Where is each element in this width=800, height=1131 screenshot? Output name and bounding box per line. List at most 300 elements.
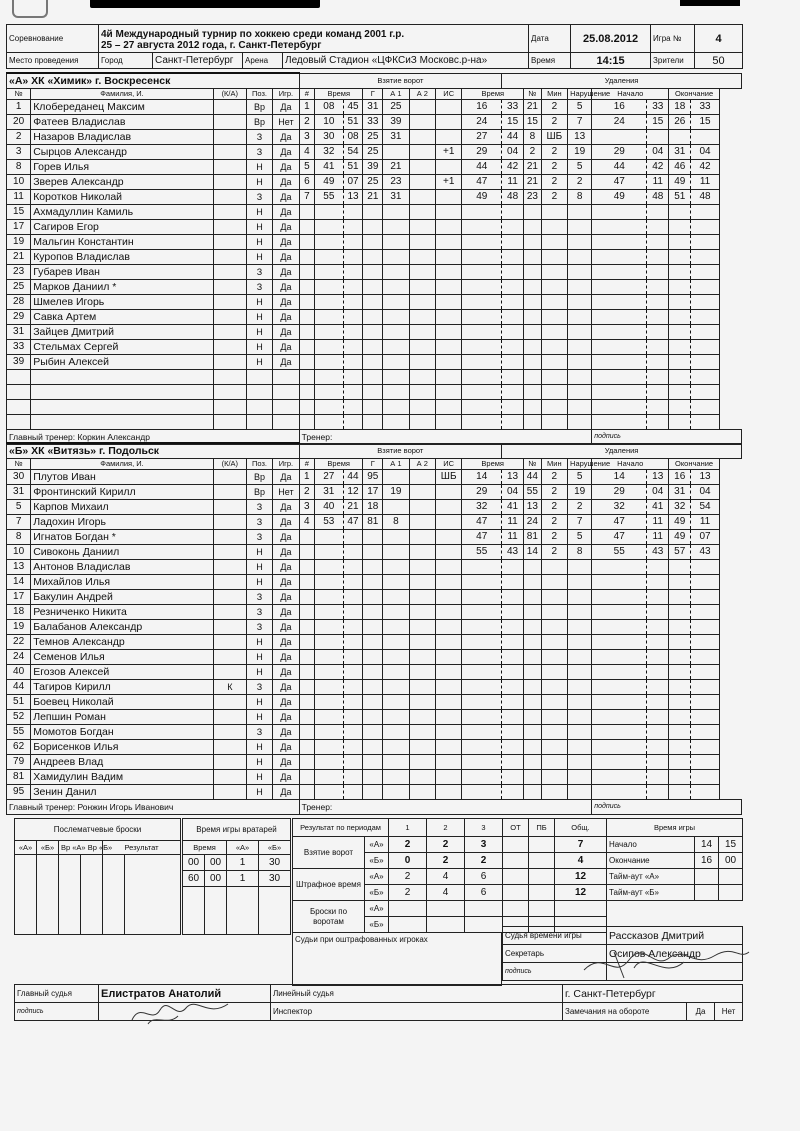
player-played: Да xyxy=(273,325,299,340)
federation-logo-icon xyxy=(12,0,48,18)
player-ka xyxy=(213,400,246,415)
gk-time-table xyxy=(182,818,291,935)
pen-min xyxy=(462,785,502,800)
pen-minutes xyxy=(541,340,567,355)
player-no: 21 xyxy=(7,250,31,265)
player-ka xyxy=(213,605,246,620)
player-no: 10 xyxy=(7,545,31,560)
goal-is xyxy=(436,160,462,175)
player-played: Да xyxy=(273,770,299,785)
pen-start-min xyxy=(592,220,647,235)
pen-start-min xyxy=(592,235,647,250)
timeout-b-cell xyxy=(719,885,743,901)
pen-player xyxy=(524,755,542,770)
pen-end-min xyxy=(669,785,691,800)
pen-end-min xyxy=(669,755,691,770)
player-played: Да xyxy=(273,235,299,250)
goal-a1 xyxy=(383,770,409,785)
player-pos xyxy=(246,385,272,400)
goal-is xyxy=(435,575,461,590)
player-ka xyxy=(213,560,246,575)
goal-scorer: 25 xyxy=(363,145,383,160)
player-played: Да xyxy=(273,310,299,325)
pen-start-min xyxy=(592,415,647,430)
goal-a1 xyxy=(383,355,409,370)
goal-a2 xyxy=(409,265,435,280)
goal-no xyxy=(299,695,314,710)
pen-minutes xyxy=(541,325,567,340)
table-row xyxy=(7,115,742,130)
gk-cell xyxy=(259,887,291,935)
goal-a2 xyxy=(409,100,435,115)
goal-scorer: 95 xyxy=(363,470,383,485)
player-played: Да xyxy=(273,190,299,205)
goal-scorer xyxy=(363,385,383,400)
gk-cell xyxy=(183,887,205,935)
goals-title: Взятие ворот xyxy=(299,443,501,459)
goal-a1 xyxy=(383,205,409,220)
goal-a2 xyxy=(409,130,435,145)
pen-player xyxy=(524,370,542,385)
goal-is xyxy=(435,620,461,635)
player-played: Да xyxy=(273,220,299,235)
column-header-row xyxy=(7,89,742,100)
pen-minutes xyxy=(541,355,567,370)
pen-end-min: 49 xyxy=(669,515,691,530)
player-ka xyxy=(213,145,246,160)
goals-team-a: «А» xyxy=(365,837,389,853)
pen-end-sec xyxy=(691,295,720,310)
pen-min xyxy=(462,770,502,785)
pen-min: 44 xyxy=(462,160,502,175)
goal-a2 xyxy=(409,400,435,415)
shootout-cell xyxy=(103,855,125,935)
start-m: 15 xyxy=(719,837,743,853)
player-name: Мальгин Константин xyxy=(31,235,214,250)
pen-start-min xyxy=(592,575,647,590)
pen-player xyxy=(524,325,542,340)
player-pos: Вр xyxy=(246,470,272,485)
player-ka xyxy=(213,710,246,725)
goal-is xyxy=(436,115,462,130)
pen-end-min: 31 xyxy=(669,485,691,500)
shots-cell xyxy=(389,917,427,933)
pen-violation: 5 xyxy=(568,100,592,115)
player-played: Да xyxy=(273,295,299,310)
pen-end-sec xyxy=(691,415,720,430)
goal-a2 xyxy=(409,325,435,340)
player-name: Бакулин Андрей xyxy=(31,590,214,605)
pen-end-sec xyxy=(691,650,720,665)
pen-min xyxy=(462,605,502,620)
goal-min: 32 xyxy=(315,145,344,160)
pen-min xyxy=(462,695,502,710)
goal-a2 xyxy=(409,515,435,530)
player-no: 52 xyxy=(7,710,31,725)
player-name: Назаров Владислав xyxy=(31,130,214,145)
pen-violation xyxy=(568,295,592,310)
goal-a1 xyxy=(383,325,409,340)
goal-a2 xyxy=(409,295,435,310)
pen-player xyxy=(524,635,542,650)
col-p-no: № xyxy=(524,459,542,470)
player-no: 8 xyxy=(7,160,31,175)
player-no: 10 xyxy=(7,175,31,190)
pen-minutes: 2 xyxy=(541,175,567,190)
goal-no xyxy=(299,355,314,370)
pen-min xyxy=(462,250,502,265)
goal-no xyxy=(299,635,314,650)
goal-is xyxy=(435,500,461,515)
remarks-no: Нет xyxy=(715,1003,743,1021)
pen-player xyxy=(524,620,542,635)
player-name: Ахмадуллин Камиль xyxy=(31,205,214,220)
goal-a2 xyxy=(409,605,435,620)
goal-a2 xyxy=(409,710,435,725)
pen-player: 14 xyxy=(524,545,542,560)
table-row xyxy=(7,695,742,710)
goal-scorer xyxy=(363,265,383,280)
player-ka xyxy=(213,530,246,545)
goal-scorer xyxy=(363,415,383,430)
player-pos: Н xyxy=(246,235,272,250)
goal-a1 xyxy=(383,680,409,695)
player-name: Шмелев Игорь xyxy=(31,295,214,310)
pen-end-sec xyxy=(691,235,720,250)
timekeeper-name: Рассказов Дмитрий xyxy=(607,927,743,945)
player-name xyxy=(31,400,214,415)
pen-min xyxy=(462,415,502,430)
col-p-min: Мин xyxy=(541,89,567,100)
pen-end-min xyxy=(669,415,691,430)
goal-sec xyxy=(343,355,363,370)
player-pos: Н xyxy=(246,665,272,680)
goal-min xyxy=(315,310,344,325)
pen-sec xyxy=(502,265,524,280)
shootout-col-gkb: Вр «Б» xyxy=(87,842,113,852)
player-pos: Н xyxy=(246,250,272,265)
pen-min xyxy=(462,205,502,220)
goal-a2 xyxy=(409,695,435,710)
player-played: Да xyxy=(273,250,299,265)
end-label: Окончание xyxy=(607,853,695,869)
pen-sec xyxy=(502,620,524,635)
goal-is xyxy=(436,295,462,310)
pen-violation: 8 xyxy=(568,190,592,205)
pen-minutes xyxy=(541,235,567,250)
goal-min xyxy=(315,530,344,545)
table-row xyxy=(7,470,742,485)
timeout-a-cell xyxy=(695,869,719,885)
goal-scorer: 25 xyxy=(363,175,383,190)
player-no xyxy=(7,400,31,415)
goal-sec xyxy=(343,755,363,770)
pen-min: 24 xyxy=(462,115,502,130)
goal-min xyxy=(315,280,344,295)
pen-end-min xyxy=(669,680,691,695)
goals-a-2: 2 xyxy=(427,837,465,853)
goal-a2 xyxy=(409,340,435,355)
goals-team-b: «Б» xyxy=(365,853,389,869)
goal-min xyxy=(315,205,344,220)
pen-end-sec xyxy=(691,590,720,605)
goals-a-pb xyxy=(529,837,555,853)
goal-sec xyxy=(343,385,363,400)
goal-a1 xyxy=(383,710,409,725)
pen-end-min xyxy=(669,400,691,415)
player-pos: З xyxy=(246,190,272,205)
pen-violation xyxy=(568,770,592,785)
goal-is xyxy=(435,530,461,545)
pen-end-sec xyxy=(691,725,720,740)
pen-start-sec xyxy=(647,560,669,575)
goal-is xyxy=(436,415,462,430)
inspector-label: Инспектор xyxy=(271,1003,563,1021)
goal-a1 xyxy=(383,370,409,385)
player-name: Егозов Алексей xyxy=(31,665,214,680)
goal-sec: 13 xyxy=(343,190,363,205)
pen-start-min: 24 xyxy=(592,115,647,130)
player-name: Марков Даниил * xyxy=(31,280,214,295)
shootout-col-a: «А» xyxy=(15,841,37,855)
pen-start-sec xyxy=(647,265,669,280)
venue-label: Место проведения xyxy=(7,53,99,69)
gk-row2-m: 60 xyxy=(183,871,205,887)
pen-sec xyxy=(502,250,524,265)
goal-scorer: 39 xyxy=(363,160,383,175)
pim-b-ot xyxy=(503,885,529,901)
goals-b-ot xyxy=(503,853,529,869)
pen-min: 29 xyxy=(462,485,502,500)
table-row xyxy=(7,620,742,635)
pen-start-sec xyxy=(647,785,669,800)
pim-team-b: «Б» xyxy=(365,885,389,901)
footer-block xyxy=(14,984,742,1021)
goal-no xyxy=(299,295,314,310)
player-name: Хамидулин Вадим xyxy=(31,770,214,785)
pen-start-min xyxy=(592,725,647,740)
goal-min xyxy=(315,740,344,755)
shootout-title: Послематчевые броски xyxy=(15,819,181,841)
pim-a-3: 6 xyxy=(465,869,503,885)
game-time-title: Время игры xyxy=(607,819,743,837)
goal-scorer xyxy=(363,650,383,665)
pen-end-sec xyxy=(691,755,720,770)
pen-min xyxy=(462,325,502,340)
pen-sec xyxy=(502,770,524,785)
pen-end-sec: 11 xyxy=(691,515,720,530)
team-title-row xyxy=(7,73,742,89)
pen-min: 47 xyxy=(462,175,502,190)
player-name: Горев Илья xyxy=(31,160,214,175)
player-ka xyxy=(213,385,246,400)
pen-violation: 8 xyxy=(568,545,592,560)
col-g-a1: А 1 xyxy=(383,459,409,470)
goal-no: 2 xyxy=(299,115,314,130)
goal-no xyxy=(299,265,314,280)
goal-no xyxy=(299,680,314,695)
pen-sec: 11 xyxy=(502,530,524,545)
table-row xyxy=(7,175,742,190)
pen-player: 21 xyxy=(524,175,542,190)
player-pos xyxy=(246,400,272,415)
shots-cell xyxy=(465,901,503,917)
pen-violation xyxy=(568,590,592,605)
player-played: Нет xyxy=(273,485,299,500)
goal-a1: 31 xyxy=(383,130,409,145)
goal-min xyxy=(315,220,344,235)
pen-start-sec xyxy=(647,370,669,385)
goal-min: 49 xyxy=(315,175,344,190)
pen-minutes xyxy=(541,575,567,590)
pen-min xyxy=(462,590,502,605)
pen-start-min: 32 xyxy=(592,500,647,515)
goal-sec xyxy=(343,310,363,325)
player-pos: Вр xyxy=(246,100,272,115)
goal-is xyxy=(435,740,461,755)
pen-minutes xyxy=(541,560,567,575)
player-no: 25 xyxy=(7,280,31,295)
pen-minutes xyxy=(541,295,567,310)
goal-a1 xyxy=(383,620,409,635)
pen-player xyxy=(524,710,542,725)
pen-start-sec xyxy=(647,340,669,355)
player-pos: Н xyxy=(246,325,272,340)
pen-sec: 42 xyxy=(502,160,524,175)
player-no: 31 xyxy=(7,485,31,500)
goals-b-total: 4 xyxy=(555,853,607,869)
pen-violation xyxy=(568,755,592,770)
pen-violation xyxy=(568,620,592,635)
pen-start-min xyxy=(592,280,647,295)
col-g-time: Время xyxy=(315,89,363,100)
col-g-no: # xyxy=(299,89,314,100)
goal-a2 xyxy=(409,190,435,205)
goal-a2 xyxy=(409,770,435,785)
goal-is xyxy=(436,250,462,265)
player-name: Стельмах Сергей xyxy=(31,340,214,355)
player-played: Да xyxy=(273,280,299,295)
goal-no xyxy=(299,770,314,785)
goal-no xyxy=(299,370,314,385)
pen-player: 21 xyxy=(524,160,542,175)
pen-end-sec: 04 xyxy=(691,145,720,160)
penalties-title: Удаления xyxy=(502,443,742,459)
pen-end-sec: 54 xyxy=(691,500,720,515)
pen-start-min xyxy=(592,310,647,325)
pen-end-min xyxy=(669,130,691,145)
pen-min: 29 xyxy=(462,145,502,160)
shots-cell xyxy=(529,901,555,917)
goal-no: 4 xyxy=(299,515,314,530)
pen-player: 13 xyxy=(524,500,542,515)
pen-minutes: 2 xyxy=(541,545,567,560)
pen-min xyxy=(462,355,502,370)
pen-start-sec xyxy=(647,385,669,400)
pen-player xyxy=(524,650,542,665)
pen-violation xyxy=(568,415,592,430)
column-header-row xyxy=(7,459,742,470)
trainer-label: Тренер: xyxy=(299,430,592,445)
pen-start-min xyxy=(592,205,647,220)
pen-sec xyxy=(502,220,524,235)
goal-sec xyxy=(343,235,363,250)
goal-no xyxy=(299,545,314,560)
team-title: «А» ХК «Химик» г. Воскресенск xyxy=(7,73,300,89)
goal-a1 xyxy=(383,265,409,280)
player-played: Да xyxy=(273,355,299,370)
city-label: Город xyxy=(99,53,153,69)
player-played: Да xyxy=(273,500,299,515)
player-ka xyxy=(213,355,246,370)
table-row xyxy=(7,560,742,575)
gk-row2-s: 00 xyxy=(205,871,227,887)
goal-scorer xyxy=(363,695,383,710)
goal-scorer xyxy=(363,590,383,605)
table-row xyxy=(7,310,742,325)
goal-min xyxy=(315,575,344,590)
secretary-label: Секретарь xyxy=(503,945,607,963)
pen-min xyxy=(462,280,502,295)
period-3: 3 xyxy=(465,819,503,837)
goal-scorer xyxy=(363,205,383,220)
goal-sec xyxy=(343,205,363,220)
pen-end-sec xyxy=(691,250,720,265)
pen-player xyxy=(524,560,542,575)
shootout-cell xyxy=(81,855,103,935)
goal-min xyxy=(315,605,344,620)
pen-minutes: 2 xyxy=(541,470,567,485)
pen-start-sec: 11 xyxy=(647,530,669,545)
date-label: Дата xyxy=(529,25,571,53)
goal-a2 xyxy=(409,530,435,545)
pen-player xyxy=(524,235,542,250)
player-no: 51 xyxy=(7,695,31,710)
goal-a2 xyxy=(409,310,435,325)
goal-min xyxy=(315,560,344,575)
goals-a-1: 2 xyxy=(389,837,427,853)
goal-scorer: 81 xyxy=(363,515,383,530)
table-row xyxy=(7,680,742,695)
player-name: Карпов Михаил xyxy=(31,500,214,515)
pen-player xyxy=(524,415,542,430)
team-a-table-wrap xyxy=(6,72,742,445)
goal-a1: 21 xyxy=(383,160,409,175)
goal-sec: 44 xyxy=(343,470,363,485)
goal-is xyxy=(436,100,462,115)
goal-min xyxy=(315,680,344,695)
pen-start-min xyxy=(592,370,647,385)
player-ka xyxy=(213,100,246,115)
goal-a1: 8 xyxy=(383,515,409,530)
table-row xyxy=(7,295,742,310)
table-row xyxy=(7,280,742,295)
player-pos: З xyxy=(246,130,272,145)
pen-minutes xyxy=(541,265,567,280)
goal-scorer: 18 xyxy=(363,500,383,515)
goal-a1 xyxy=(383,220,409,235)
pen-minutes xyxy=(541,710,567,725)
goal-scorer xyxy=(363,710,383,725)
player-played: Да xyxy=(273,160,299,175)
goal-scorer: 33 xyxy=(363,115,383,130)
player-played xyxy=(273,415,299,430)
table-row xyxy=(7,665,742,680)
shots-cell xyxy=(427,901,465,917)
judges-pen-box xyxy=(292,932,502,986)
goal-min: 08 xyxy=(315,100,344,115)
shots-cell xyxy=(555,901,607,917)
